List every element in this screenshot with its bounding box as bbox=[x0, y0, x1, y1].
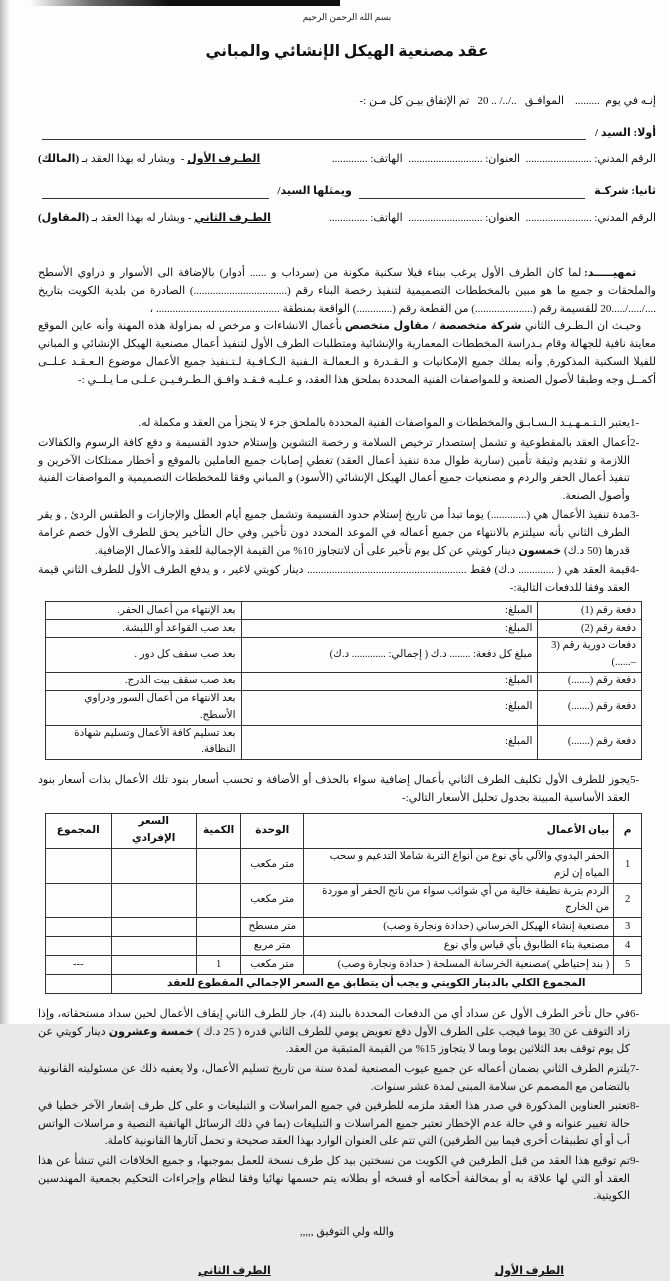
price-desc: الحفر اليدوي والآلي بأي نوع من أنواع التربة شاملا التدعيم و سحب المياه إن لزم bbox=[304, 848, 614, 883]
payment-row bbox=[46, 638, 642, 673]
clause-4-text: قيمة العقد هي ( ............. د.ك) فقط .......................................................... دينار كويتي لاغير ، و يدفع الطرف الأول للطرف الثاني قيمة العقد وفقا للدفعات التالية:- bbox=[35, 564, 630, 594]
price-unit: متر مكعب bbox=[241, 848, 304, 883]
company-name-blank bbox=[359, 185, 586, 199]
price-total bbox=[46, 883, 112, 918]
payment-milestone: بعد تسليم كافة الأعمال وتسليم شهادة النظافة. bbox=[46, 725, 242, 760]
payment-no: دفعة رقم (2) bbox=[538, 620, 642, 638]
represented-by-label: ويمثلها السيد/ bbox=[274, 184, 355, 197]
clause-3-pre: مدة تنفيذ الأعمال هي (.............) يوما تبدأ من تاريخ إستلام حدود القسيمة وتشمل جميع أيام العطل والإجازات و الطقس الردئ , و يقر الطرف الثاني بأنه سيلتزم بالانتهاء من جميع أعماله في الموعد المحدد دون تأخير, وفي حال التأخير يحق للطرف الأول خصم غرامة قدرها (50 د.ك) bbox=[35, 509, 630, 557]
payment-row bbox=[46, 602, 642, 620]
clause-1-number: 1- bbox=[630, 417, 640, 430]
signature-row bbox=[38, 1263, 656, 1281]
clause-7 bbox=[35, 1061, 656, 1096]
price-row bbox=[46, 918, 642, 937]
price-total bbox=[46, 937, 112, 956]
price-no: 3 bbox=[614, 918, 642, 937]
price-row bbox=[46, 848, 642, 883]
payment-amount: المبلغ: bbox=[241, 620, 538, 638]
clause-9-text: تم توقيع هذا العقد من قبل الطرفين في الكويت من نسختين بيد كل طرف نسخة للعمل بموجبها، و جميع الخلافات التي تنشأ عن هذا العقد أو التي لها علاقة به أو بمخالفة أحكامه أو فسخه أو بطلانه يتم حسمها نهائيا وفقا لنظام وإجراءات التحكيم بجمعية المهندسين الكويتية. bbox=[35, 1154, 630, 1203]
price-total: --- bbox=[46, 956, 112, 975]
clause-7-number: 7- bbox=[630, 1062, 640, 1075]
price-qty bbox=[196, 848, 241, 883]
payment-milestone: بعد صب القواعد أو اللبشة. bbox=[46, 620, 242, 638]
first-party-role: الطـرف الأول bbox=[187, 153, 261, 166]
price-desc: ( بند إحتياطي )مصنعية الخرسانة المسلحة ( حدادة ونجارة وصب) bbox=[304, 956, 614, 975]
clause-6-number: 6- bbox=[630, 1008, 640, 1021]
price-unit-price bbox=[111, 918, 196, 937]
clause-2-number: 2- bbox=[630, 437, 640, 450]
price-unit: متر مكعب bbox=[241, 956, 304, 975]
clause-2 bbox=[35, 435, 656, 505]
preamble-paragraph bbox=[35, 247, 656, 407]
payment-no: دفعة رقم (.......) bbox=[538, 673, 642, 691]
clause-9 bbox=[35, 1153, 656, 1206]
payment-amount: المبلغ: bbox=[241, 691, 538, 726]
payment-milestone: بعد الإنتهاء من أعمال الحفر. bbox=[46, 602, 242, 620]
clause-5-number: 5- bbox=[630, 774, 640, 787]
preamble-part1: لما كان الطرف الأول يرغب ببناء فيلا سكنية مكونة من (سرداب و ...... أدوار) بالإضافة الى الأسوار و دراوي الأسطح والملحقات و جميع ما هو مبين بالمخططات التصميمية لتنفيذ رخصة البناء رقم (..................................) الصادرة من بلدية الكويت بتاريخ ..../...../.....20 للقسيمة رقم (.....................) من القطعة رقم (.............) الواقعة بمنطقة ............................................. ، bbox=[35, 266, 656, 315]
payment-amount: المبلغ: bbox=[241, 673, 538, 691]
price-header-desc: بيان الأعمال bbox=[304, 814, 614, 849]
clause-8-text: تعتبر العناوين المذكورة في صدر هذا العقد ملزمه للطرفين في جميع المراسلات و التبليغات و على كل طرف إشعار الآخر خطيا في حالة تغيير عنوانه و في حالة عدم الإخطار تعتبر جميع المراسلات و التبليغات (بما في ذلك الرسائل الهاتفية النصية و مراسلات الواتس أب أو أي تطبيقات أخرى فيما بين الطرفين) التي تتم على العنوان الوارد بهذا العقد صحيحة و تحمل آثارها القانونية كاملة. bbox=[35, 1100, 630, 1148]
price-header-unit-price: السعر الإفرادي bbox=[111, 814, 196, 849]
second-party-ref-text: - ويشار له بهذا العقد بـ bbox=[89, 211, 195, 224]
payment-amount: المبلغ: bbox=[241, 602, 538, 620]
bismillah-text: بسم الله الرحمن الرحيم bbox=[302, 12, 392, 22]
clause-6-post: دينار كويتي عن كل يوم توقف بعد الثلاثين يوما وبما لا يتجاوز 15% من القيمة المتبقية من العقد. bbox=[35, 1025, 630, 1056]
clause-6-text bbox=[35, 1006, 630, 1059]
price-total bbox=[46, 848, 112, 883]
second-party-role-wrap bbox=[38, 210, 271, 228]
clause-7-text: يلتزم الطرف الثاني بضمان أعماله عن جميع عيوب المصنعية لمدة سنة من تاريخ تسليم الأعمال، ولا يعفيه ذلك عن مسئوليته القانونية بالتضامن مع المصمم عن سلامة المبنى لمدة عشر سنوات. bbox=[35, 1062, 630, 1093]
price-unit-price bbox=[111, 848, 196, 883]
first-party-details-row bbox=[38, 151, 656, 169]
price-analysis-table bbox=[45, 813, 642, 994]
first-party-label: أولا: السيد / bbox=[592, 126, 656, 139]
first-party-role-wrap bbox=[38, 151, 260, 169]
scan-top-artifact bbox=[30, 0, 340, 6]
payment-milestone: بعد صب سقف بيت الدرج. bbox=[46, 673, 242, 691]
payment-row bbox=[46, 691, 642, 726]
clause-5-text: يجوز للطرف الأول تكليف الطرف الثاني بأعمال إضافية سواء بالحذف أو الأضافة و تحسب أسعار بنود تلك الأعمال بذات أسعار بنود العقد الأساسية المبينة بجدول تحليل الأسعار التالي:- bbox=[35, 774, 630, 804]
price-desc: مصنعية بناء الطابوق بأي قياس وأي نوع bbox=[304, 937, 614, 956]
clause-6-pre: في حال تأخر الطرف الأول عن سداد أي من الدفعات المحددة بالبند (4)، جاز للطرف الثاني إيقاف الأعمال لحين سداد مستحقاته، وإذا زاد التوقف عن 30 يوما فيجب على الطرف الأول دفع تعويض يومي للطرف الثاني قدره ( 25 د.ك ) bbox=[35, 1008, 630, 1038]
price-desc: مصنعية إنشاء الهيكل الخرساني (حدادة ونجارة وصب) bbox=[304, 918, 614, 937]
payment-amount: المبلغ: bbox=[241, 725, 538, 760]
clause-3-penalty-bold: خمسون bbox=[518, 544, 562, 557]
payments-table bbox=[45, 601, 642, 760]
price-unit-price bbox=[111, 883, 196, 918]
clause-3 bbox=[35, 507, 656, 560]
clause-9-number: 9- bbox=[630, 1154, 640, 1167]
price-footer-row bbox=[46, 975, 642, 994]
clause-1-text: يعتبر الـتـمـهـيـد الـسـابـق والمخططات و المواصفات الفنية المحددة بالملحق جزء لا يتجزأ من العقد و مكملة له. bbox=[138, 417, 630, 430]
payment-amount: مبلغ كل دفعة: ........ د.ك ( إجمالي: ............. د.ك) bbox=[241, 638, 538, 673]
payment-milestone: بعد صب سقف كل دور . bbox=[46, 638, 242, 673]
price-no: 4 bbox=[614, 937, 642, 956]
first-party-signature-label: الطرف الأول bbox=[494, 1265, 564, 1278]
price-row bbox=[46, 937, 642, 956]
price-no: 1 bbox=[614, 848, 642, 883]
price-qty: 1 bbox=[196, 956, 241, 975]
price-qty bbox=[196, 883, 241, 918]
clause-4-number: 4- bbox=[630, 564, 640, 577]
first-party-ref-text: - ويشار له بهذا العقد بـ bbox=[79, 153, 188, 166]
clause-2-text: أعمال العقد بالمقطوعية و تشمل إستصدار ترخيص السلامة و رخصة التشوين وإستلام حدود القسيمة و دفع كافة الرسوم والكفالات اللازمة و تقديم وثيقة تأمين (سارية طوال مدة تنفيذ أعمال العقد) تغطي إصابات جميع العاملين بالموقع و أخطار ممتلكات الآخرين و تنفيذ أعمال الحفر والردم و مصنعيات جميع أعمال الهيكل الإنشائي (الأسود) و المباني وفقا للمخططات التصميمية و المواصفات الفنية وأصول الصنعة. bbox=[35, 437, 630, 502]
price-no: 5 bbox=[614, 956, 642, 975]
price-qty bbox=[196, 937, 241, 956]
price-no: 2 bbox=[614, 883, 642, 918]
clauses-list bbox=[35, 415, 656, 1205]
price-header-unit: الوحدة bbox=[241, 814, 304, 849]
price-desc: الردم بتربة نظيفة خالية من أي شوائب سواء من ناتج الحفر أو موردة من الخارج bbox=[304, 883, 614, 918]
clause-3-text bbox=[35, 507, 630, 560]
first-party-name-blank bbox=[42, 126, 586, 140]
payment-no: دفعة رقم (1) bbox=[538, 602, 642, 620]
price-unit: متر مكعب bbox=[241, 883, 304, 918]
price-unit-price bbox=[111, 937, 196, 956]
second-party-details-row bbox=[38, 210, 656, 228]
agreement-date-line: إنـه في يوم ......... الموافـق ../../ .. 20 تم الإتفاق بيـن كل مـن :- bbox=[359, 95, 656, 108]
price-row bbox=[46, 956, 642, 975]
payment-row bbox=[46, 620, 642, 638]
clause-1 bbox=[38, 415, 656, 433]
closing-phrase: والله ولي التوفيق ,,,,, bbox=[299, 1225, 395, 1238]
clause-8-number: 8- bbox=[630, 1100, 640, 1113]
first-party-alias: (المالك) bbox=[38, 153, 80, 166]
first-party-name-row bbox=[38, 125, 656, 143]
first-party-info: الرقم المدني: ........................ العنوان: ........................... الهاتف: ............. bbox=[315, 153, 656, 166]
preamble-contractor-bold: شركة متخصصة / مقاول متخصص bbox=[344, 320, 522, 333]
price-grand-total-label: المجموع الكلي بالدينار الكويتي و يجب أن يتطابق مع السعر الإجمالي المقطوع للعقد bbox=[111, 975, 641, 994]
price-grand-total-value bbox=[46, 975, 112, 994]
price-header-qty: الكمية bbox=[196, 814, 241, 849]
price-total bbox=[46, 918, 112, 937]
second-party-alias: (المقاول) bbox=[38, 211, 90, 224]
clause-8 bbox=[35, 1098, 656, 1151]
clause-5 bbox=[35, 772, 656, 807]
preamble-part2-post: بأعمال الانشاءات و مرخص له بمزاولة هذه المهنة وأنه عاين الموقع معاينة نافية للجهالة وقام بـدراسة المخططات المعمارية والإنشائية ومتطلبات الطرف الأول لتنفيذ أعمال مصنعية الهيكل الإنشائي و المباني للفيلا السكنية المذكورة, وأنه يملك جميع الإمكانيات و الـقـدرة و الـعمالـة الـفنية الـكـافـية لـتـنفيذ جميع الأعمال موضوع الـعـقـد عـلــى أكمــل وجه وطبقا لأصول الصنعة و للمواصفات الفنية المحددة بملحق هذا العقد، و عـليـه فـقـد وافـق الـطـرفـيـن عـلـى مـا يـلــي :- bbox=[35, 320, 656, 386]
document-title: عقد مصنعية الهيكل الإنشائي والمباني bbox=[205, 43, 489, 61]
clause-3-post: دينار كويتي عن كل يوم تأخير على أن لاتتجاوز 10% من القيمة الإجمالية للعقد والأعمال الإضافية. bbox=[94, 544, 519, 557]
price-header-row bbox=[46, 814, 642, 849]
payment-no: دفعة رقم (.......) bbox=[538, 691, 642, 726]
clause-3-number: 3- bbox=[630, 509, 640, 522]
representative-name-blank bbox=[42, 185, 269, 199]
price-unit-price bbox=[111, 956, 196, 975]
price-qty bbox=[196, 918, 241, 937]
clause-4 bbox=[35, 562, 656, 597]
price-header-index: م bbox=[614, 814, 642, 849]
price-row bbox=[46, 883, 642, 918]
payment-milestone: بعد الانتهاء من أعمال السور ودراوي الأسطح. bbox=[46, 691, 242, 726]
payment-no: دفعات دورية رقم (3 –......) bbox=[538, 638, 642, 673]
second-party-signature-label: الطرف الثاني bbox=[198, 1265, 271, 1278]
second-party-label: ثانيا: شركـة bbox=[591, 184, 656, 197]
clause-6 bbox=[35, 1006, 656, 1059]
second-party-name-row bbox=[38, 183, 656, 201]
price-unit: متر مسطح bbox=[241, 918, 304, 937]
second-party-role: الطـرف الثاني bbox=[194, 211, 271, 224]
payment-row bbox=[46, 673, 642, 691]
scan-edge-artifact bbox=[0, 0, 10, 1024]
preamble-part2-pre: وحيـث ان الـطـرف الثاني bbox=[521, 320, 642, 333]
preamble-label: تمهيـــــد: bbox=[584, 266, 637, 279]
price-unit: متر مربع bbox=[241, 937, 304, 956]
clause-6-compensation-bold: خمسة وعشرون bbox=[108, 1025, 194, 1038]
payment-no: دفعة رقم (.......) bbox=[538, 725, 642, 760]
payment-row bbox=[46, 725, 642, 760]
second-party-info: الرقم المدني: ........................ العنوان: ........................... الهاتف: .............. bbox=[312, 211, 656, 224]
price-header-total: المجموع bbox=[46, 814, 112, 849]
